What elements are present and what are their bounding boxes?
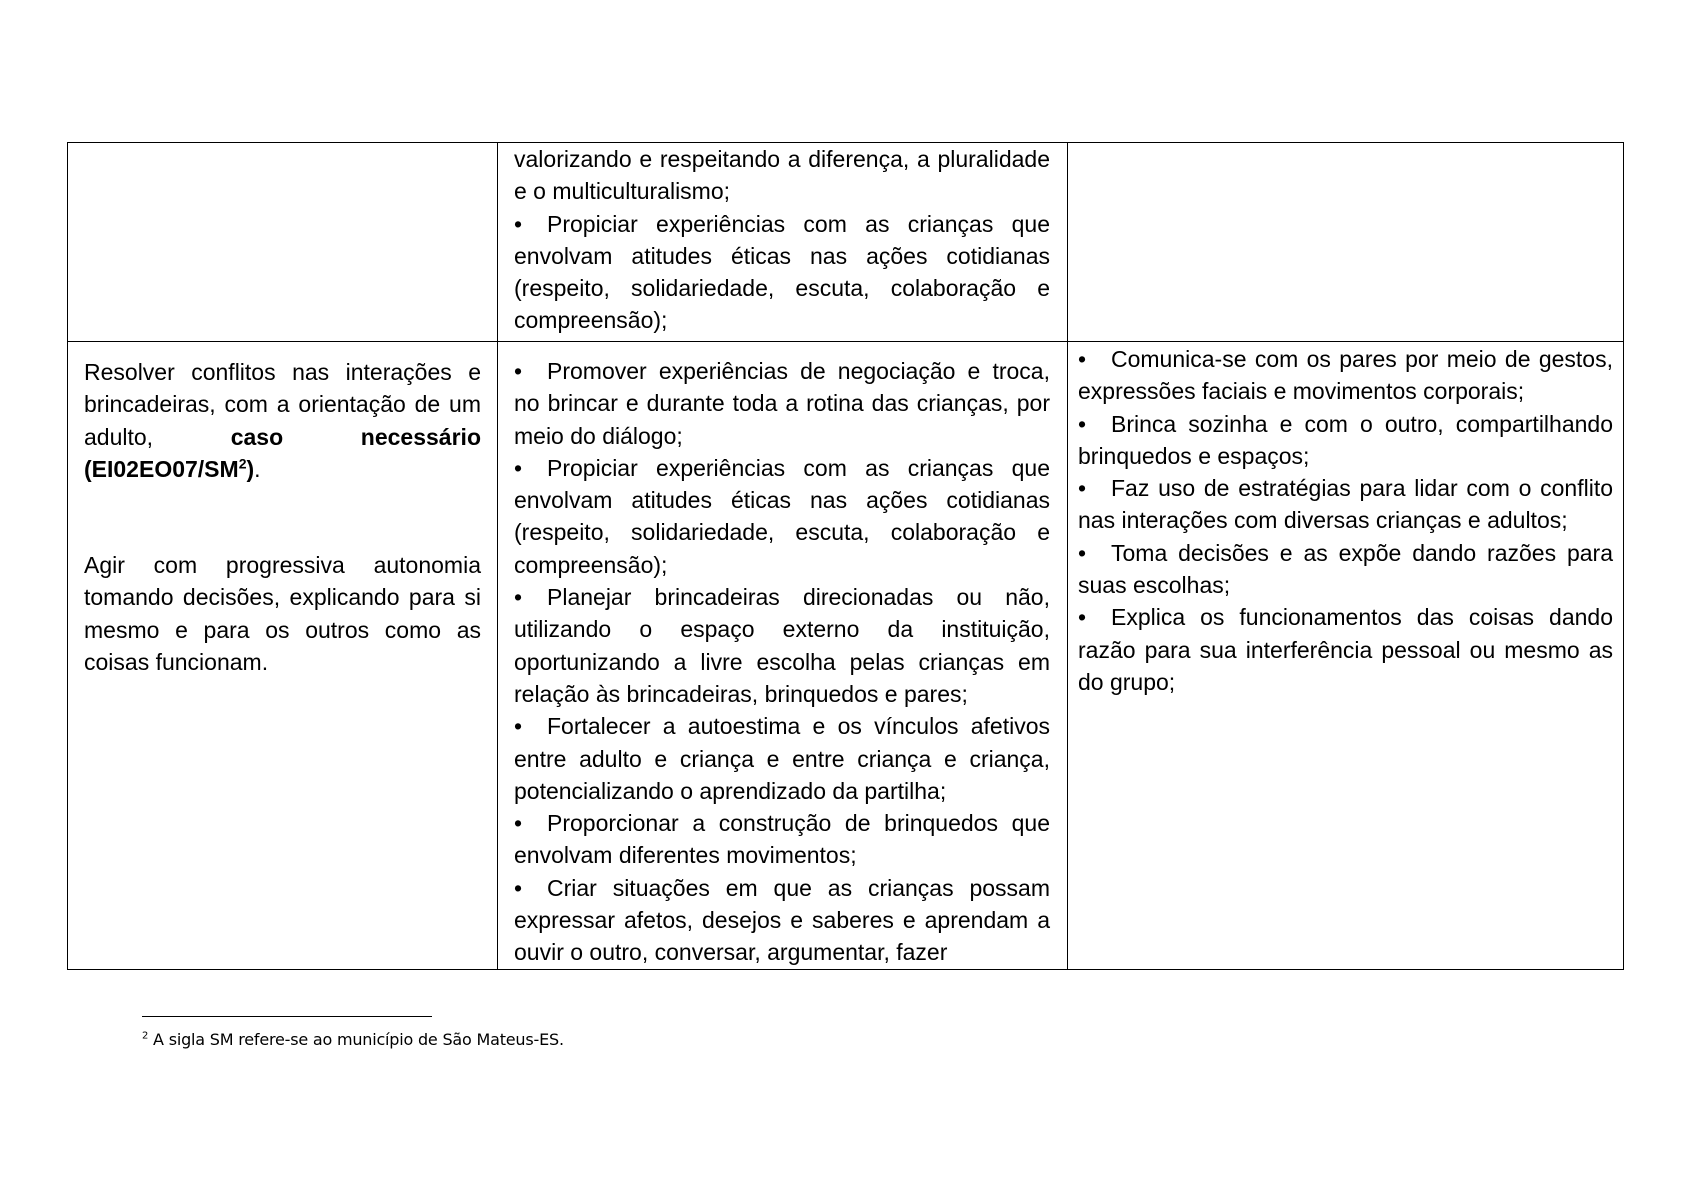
bullet-icon: • bbox=[514, 210, 523, 237]
list-item: • Planejar brincadeiras direcionadas ou não, utilizando o espaço externo da instituição, oportunizando a livre escolha pelas crianças em relação às brincadeiras, brinquedos e pares; bbox=[514, 581, 1050, 710]
objectives-table bbox=[67, 142, 1624, 970]
bullet-icon: • bbox=[514, 454, 523, 481]
bullet-icon: • bbox=[514, 358, 523, 384]
bullet-icon: • bbox=[514, 874, 523, 901]
table-cell-assessment bbox=[1068, 342, 1624, 970]
bullet-icon: • bbox=[1078, 475, 1087, 502]
footnote-text: A sigla SM refere-se ao município de São Mateus-ES. bbox=[148, 1030, 564, 1049]
table-row bbox=[68, 143, 1624, 342]
list-item: • Promover experiências de negociação e troca, no brincar e durante toda a rotina das crianças, por meio do diálogo; bbox=[514, 355, 1050, 452]
list-item: • Criar situações em que as crianças possam expressar afetos, desejos e saberes e aprendam a ouvir o outro, conversar, argumentar, fazer bbox=[514, 872, 1050, 969]
table-cell-objectives bbox=[68, 342, 498, 970]
objective-paragraph: Resolver conflitos nas interações e brincadeiras, com a orientação de um adulto, caso necessário $(EI02EO07/SM^2)$. bbox=[84, 359, 481, 482]
table-row bbox=[68, 342, 1624, 970]
bullet-icon: • bbox=[1078, 539, 1087, 566]
list-item: • Faz uso de estratégias para lidar com o conflito nas interações com diversas crianças e adultos; bbox=[1078, 472, 1613, 537]
table-cell-strategies bbox=[498, 143, 1068, 342]
list-item: • Propiciar experiências com as crianças que envolvam atitudes éticas nas ações cotidianas (respeito, solidariedade, escuta, colaboração e compreensão); bbox=[514, 452, 1050, 581]
table-cell-assessment bbox=[1068, 143, 1624, 342]
list-item: • Propiciar experiências com as crianças que envolvam atitudes éticas nas ações cotidianas (respeito, solidariedade, escuta, colaboração e compreensão); bbox=[514, 208, 1050, 337]
list-item: • Proporcionar a construção de brinquedos que envolvam diferentes movimentos; bbox=[514, 807, 1050, 872]
bullet-icon: • bbox=[1078, 410, 1087, 437]
table-cell-objectives bbox=[68, 143, 498, 342]
bullet-icon: • bbox=[1078, 604, 1087, 631]
footnote-ref: 2 bbox=[238, 455, 247, 472]
list-item: • Comunica-se com os pares por meio de gestos, expressões faciais e movimentos corporais; bbox=[1078, 343, 1613, 408]
bullet-icon: • bbox=[514, 713, 523, 740]
bullet-icon: • bbox=[1078, 346, 1087, 372]
list-item: • Brinca sozinha e com o outro, compartilhando brinquedos e espaços; bbox=[1078, 408, 1613, 473]
footnote-number: 2 bbox=[142, 1030, 149, 1042]
list-item: • Toma decisões e as expõe dando razões para suas escolhas; bbox=[1078, 537, 1613, 602]
footnote bbox=[142, 1030, 564, 1049]
table-cell-strategies bbox=[498, 342, 1068, 970]
footnote-divider bbox=[142, 1016, 432, 1017]
objective-paragraph: Agir com progressiva autonomia tomando decisões, explicando para si mesmo e para os outros como as coisas funcionam. bbox=[84, 552, 481, 676]
list-item: • Fortalecer a autoestima e os vínculos afetivos entre adulto e criança e entre criança e criança, potencializando o aprendizado da partilha; bbox=[514, 710, 1050, 807]
list-item: • Explica os funcionamentos das coisas dando razão para sua interferência pessoal ou mesmo as do grupo; bbox=[1078, 601, 1613, 698]
continued-text: valorizando e respeitando a diferença, a pluralidade e o multiculturalismo; bbox=[514, 146, 1050, 205]
bullet-icon: • bbox=[514, 584, 523, 611]
bullet-icon: • bbox=[514, 810, 523, 837]
